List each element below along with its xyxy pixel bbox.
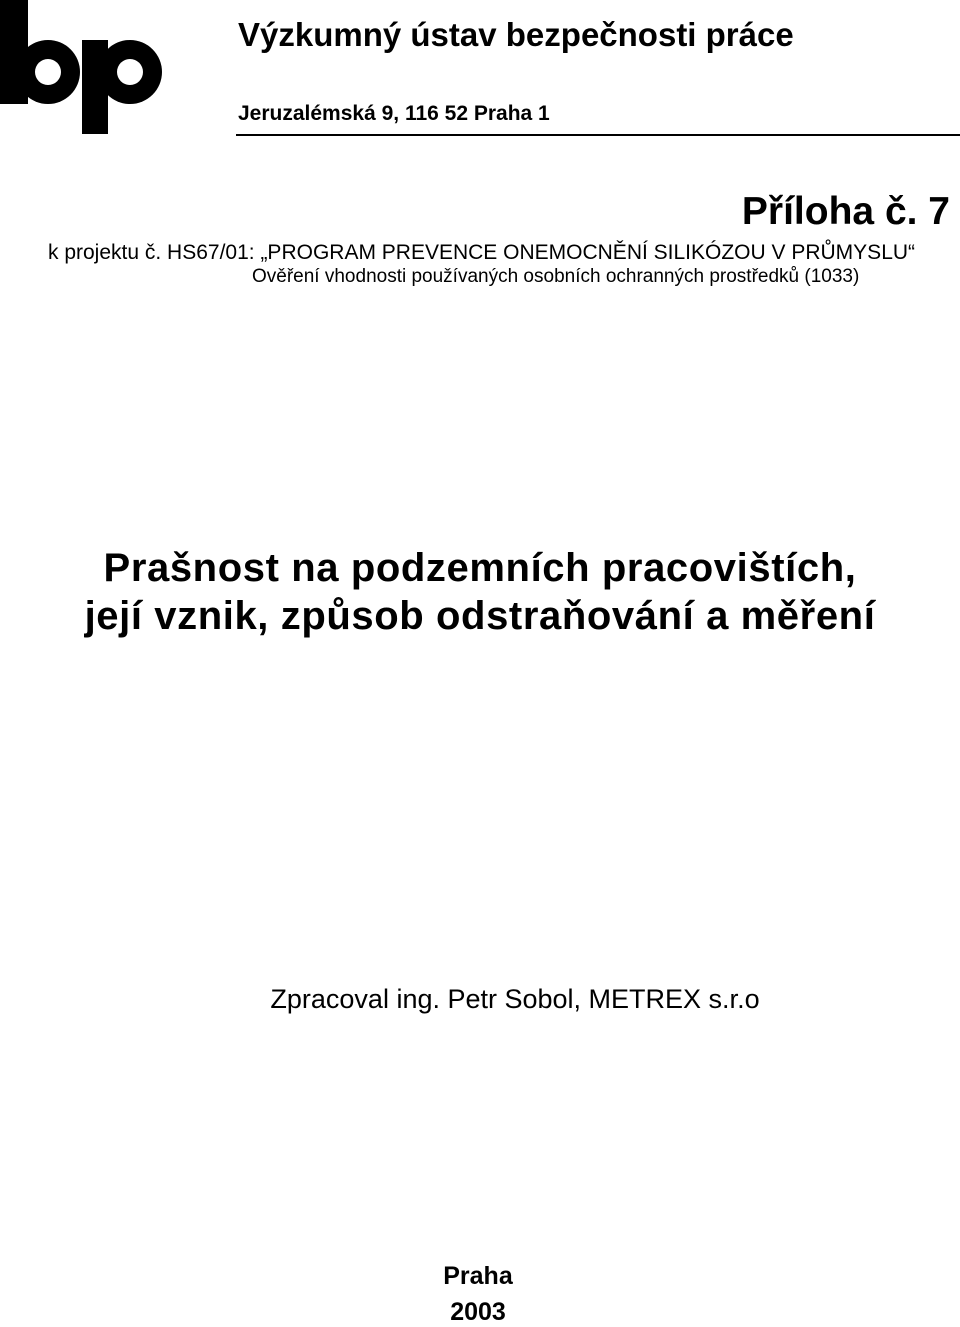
annex-label: Příloha č. 7 <box>741 190 950 233</box>
institute-name: Výzkumný ústav bezpečnosti práce <box>238 16 794 53</box>
publication-place: Praha <box>443 1262 513 1290</box>
document-title-line-1: Prašnost na podzemních pracovištích, <box>103 546 857 590</box>
document-title <box>0 544 960 640</box>
vubp-logo-icon <box>0 0 168 136</box>
publication-year: 2003 <box>450 1298 506 1326</box>
document-title-line-2: její vznik, způsob odstraňování a měření <box>84 594 876 638</box>
header-divider <box>236 134 960 136</box>
project-reference: k projektu č. HS67/01: „PROGRAM PREVENCE ONEMOCNĚNÍ SILIKÓZOU V PRŮMYSLU“ <box>48 241 916 264</box>
institute-address: Jeruzalémská 9, 116 52 Praha 1 <box>238 102 550 125</box>
project-subtitle: Ověření vhodnosti používaných osobních ochranných prostředků (1033) <box>252 266 860 287</box>
author-credit: Zpracoval ing. Petr Sobol, METREX s.r.o <box>270 984 760 1014</box>
